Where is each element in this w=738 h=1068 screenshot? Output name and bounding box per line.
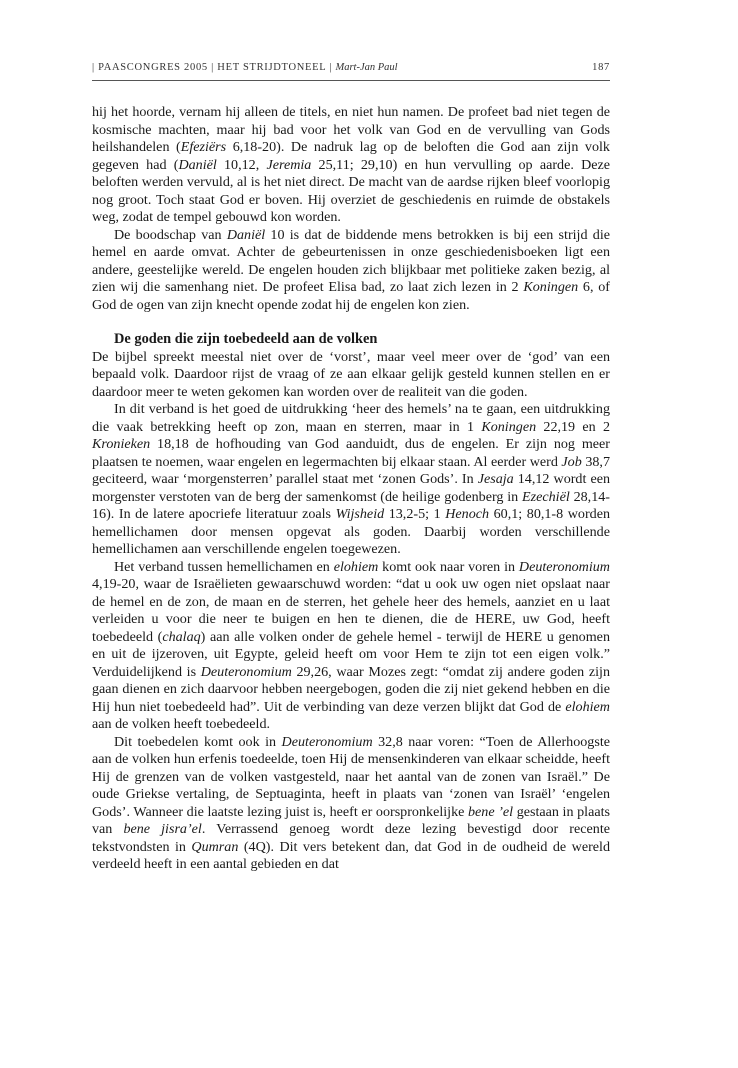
italic-reference: Jeremia <box>266 156 312 173</box>
italic-reference: Deuteronomium <box>281 733 373 750</box>
header-left <box>92 62 398 73</box>
italic-reference: elohiem <box>565 698 610 715</box>
italic-reference: Deuteronomium <box>518 558 610 575</box>
italic-reference: Daniël <box>226 226 266 243</box>
text-run: 28,14-16). In de latere apocriefe literatuur zoals <box>92 488 610 522</box>
text-run: (4Q). Dit vers betekent dan, dat God in de oudheid de wereld verdeeld heeft in een aantal gebieden en dat <box>92 838 610 872</box>
text-run: 10,12, <box>216 156 267 173</box>
italic-reference: Job <box>561 453 582 470</box>
italic-reference: Kronieken <box>92 436 151 452</box>
paragraph-3 <box>92 349 610 402</box>
body-text <box>92 104 610 874</box>
paragraph-1 <box>92 104 610 227</box>
text-run: 4,19-20, waar de Israëlieten gewaarschuwd worden: “dat u ook uw ogen niet opslaat naar de hemel en de zon, de maan en de sterren, het gehele heer des hemels, aanziet en u laat verleiden u voor die neer te buigen en hen te dienen, die de HERE, uw God, heeft toebedeeld ( <box>92 576 610 645</box>
italic-reference: Qumran <box>191 838 239 855</box>
text-run: gestaan in plaats van <box>92 803 611 837</box>
text-run: De bijbel spreekt meestal niet over de ‘vorst’, maar veel meer over de ‘god’ van een bepaald volk. Daardoor rijst de vraag of ze aan elkaar gelijk gesteld kunnen stellen en er daardoor meer te weten gekomen kan worden over de realiteit van die goden. <box>92 348 610 400</box>
text-run: De boodschap van <box>114 226 227 243</box>
italic-reference: Koningen <box>481 418 537 435</box>
text-run: 10 is dat de biddende mens betrokken is bij een strijd die hemel en aarde omvat. Achter de gebeurtenissen in onze geschiedenisboeken ligt een andere, geestelijke wereld. De engelen houden zich blijkbaar met politieke zaken bezig, al zien wij die samenhang niet. De profeet Elisa bad, zo laat zich lezen in 2 <box>92 226 610 295</box>
section-heading: De goden die zijn toebedeeld aan de volken <box>114 331 378 347</box>
italic-reference: chalaq <box>162 628 201 645</box>
text-run: komt ook naar voren in <box>378 558 519 575</box>
text-run: 22,19 en 2 <box>536 418 610 435</box>
italic-reference: Ezechiël <box>522 488 570 505</box>
italic-reference: Daniël <box>178 156 217 173</box>
text-run: In dit verband is het goed de uitdrukking ‘heer des hemels’ na te gaan, een uitdrukking die vaak betrekking heeft op zon, maan en sterren, maar in 1 <box>92 401 610 435</box>
text-run: 14,12 wordt een morgenster verstoten van de berg der samenkomst (de heilige godenberg in <box>92 471 610 505</box>
italic-reference: Efeziërs <box>180 139 227 155</box>
text-run: ) aan alle volken onder de gehele hemel - terwijl de HERE u genomen en uit de ijzeroven, uit Egypte, geleid heeft om voor Hem te zijn tot een eigen volk.” Verduidelijkend is <box>92 628 610 680</box>
italic-reference: Deuteronomium <box>200 663 292 680</box>
paragraph-2 <box>92 227 610 315</box>
page-number: 187 <box>592 62 610 73</box>
text-run: 29,26, waar Mozes zegt: “omdat zij andere goden zijn gaan dienen en zich daarvoor hebben neergebogen, goden die zij niet gekend hebben en die Hij hun niet toebedeeld had”. Uit de verbinding van deze verzen blijkt dat God de <box>92 663 610 715</box>
text-run: aan de volken heeft toebedeeld. <box>92 716 271 732</box>
author-name: Mart-Jan Paul <box>335 62 398 73</box>
italic-reference: elohiem <box>333 558 379 575</box>
italic-reference: Jesaja <box>477 471 514 487</box>
text-run: hij het hoorde, vernam hij alleen de titels, en niet hun namen. De profeet bad niet tegen de kosmische machten, maar hij bad voor het volk van God en de vervulling van Gods heilshandelen ( <box>92 104 610 155</box>
paragraph-4 <box>92 401 610 559</box>
text-run: Dit toebedelen komt ook in <box>114 733 282 750</box>
paragraph-5 <box>92 559 610 734</box>
running-header <box>92 62 610 73</box>
running-title: | PAASCONGRES 2005 | HET STRIJDTONEEL | <box>92 62 333 73</box>
italic-reference: Wijsheid <box>335 506 385 522</box>
italic-reference: Koningen <box>523 279 579 295</box>
text-run: 18,18 de hofhouding van God aanduidt, dus de engelen. Er zijn nog meer plaatsen te noemen, waar engelen en legermachten bij elkaar staan. Al eerder werd <box>92 436 610 470</box>
text-run: 25,11; 29,10) en hun vervulling op aarde. Deze beloften werden vervuld, al is het niet direct. De macht van de aardse rijken bleef voorlopig nog groot. Toch staat God er boven. Hij overziet de geschiedenis en ruimde de obstakels weg, zodat de tempel gebouwd kon worden. <box>92 156 611 225</box>
text-run: 60,1; 80,1-8 worden hemellichamen door mensen opgevat als goden. Daarbij worden verschillende hemellichamen aan verschillende engelen toegewezen. <box>92 506 610 557</box>
paragraph-6 <box>92 734 610 874</box>
text-run: 38,7 geciteerd, waar ‘morgensterren’ parallel staat met ‘zonen Gods’. In <box>92 453 610 487</box>
text-run: Het verband tussen hemellichamen en <box>114 558 334 575</box>
text-run: . Verrassend genoeg wordt deze lezing bevestigd door recente tekstvondsten in <box>92 821 610 855</box>
italic-reference: bene jisra’el <box>123 821 202 837</box>
text-run: 13,2-5; 1 <box>384 506 446 522</box>
italic-reference: bene ’el <box>467 803 514 820</box>
italic-reference: Henoch <box>445 506 490 522</box>
text-run: 6, of God de ogen van zijn knecht opende zodat hij de engelen kon zien. <box>92 279 610 313</box>
header-rule <box>92 80 610 81</box>
text-run: 6,18-20). De nadruk lag op de beloften die God aan zijn volk gegeven had ( <box>92 139 610 173</box>
text-run: 32,8 naar voren: “Toen de Allerhoogste aan de volken hun erfenis toedeelde, toen Hij de mensenkinderen van elkaar scheidde, heeft Hij de grenzen van de volken vastgesteld, naar het aantal van de zonen van Israël.” De oude Griekse vertaling, de Septuaginta, heeft in plaats van ‘zonen van Israël’ ‘engelen Gods’. Wanneer die laatste lezing juist is, heeft er oorspronkelijke <box>92 733 610 820</box>
